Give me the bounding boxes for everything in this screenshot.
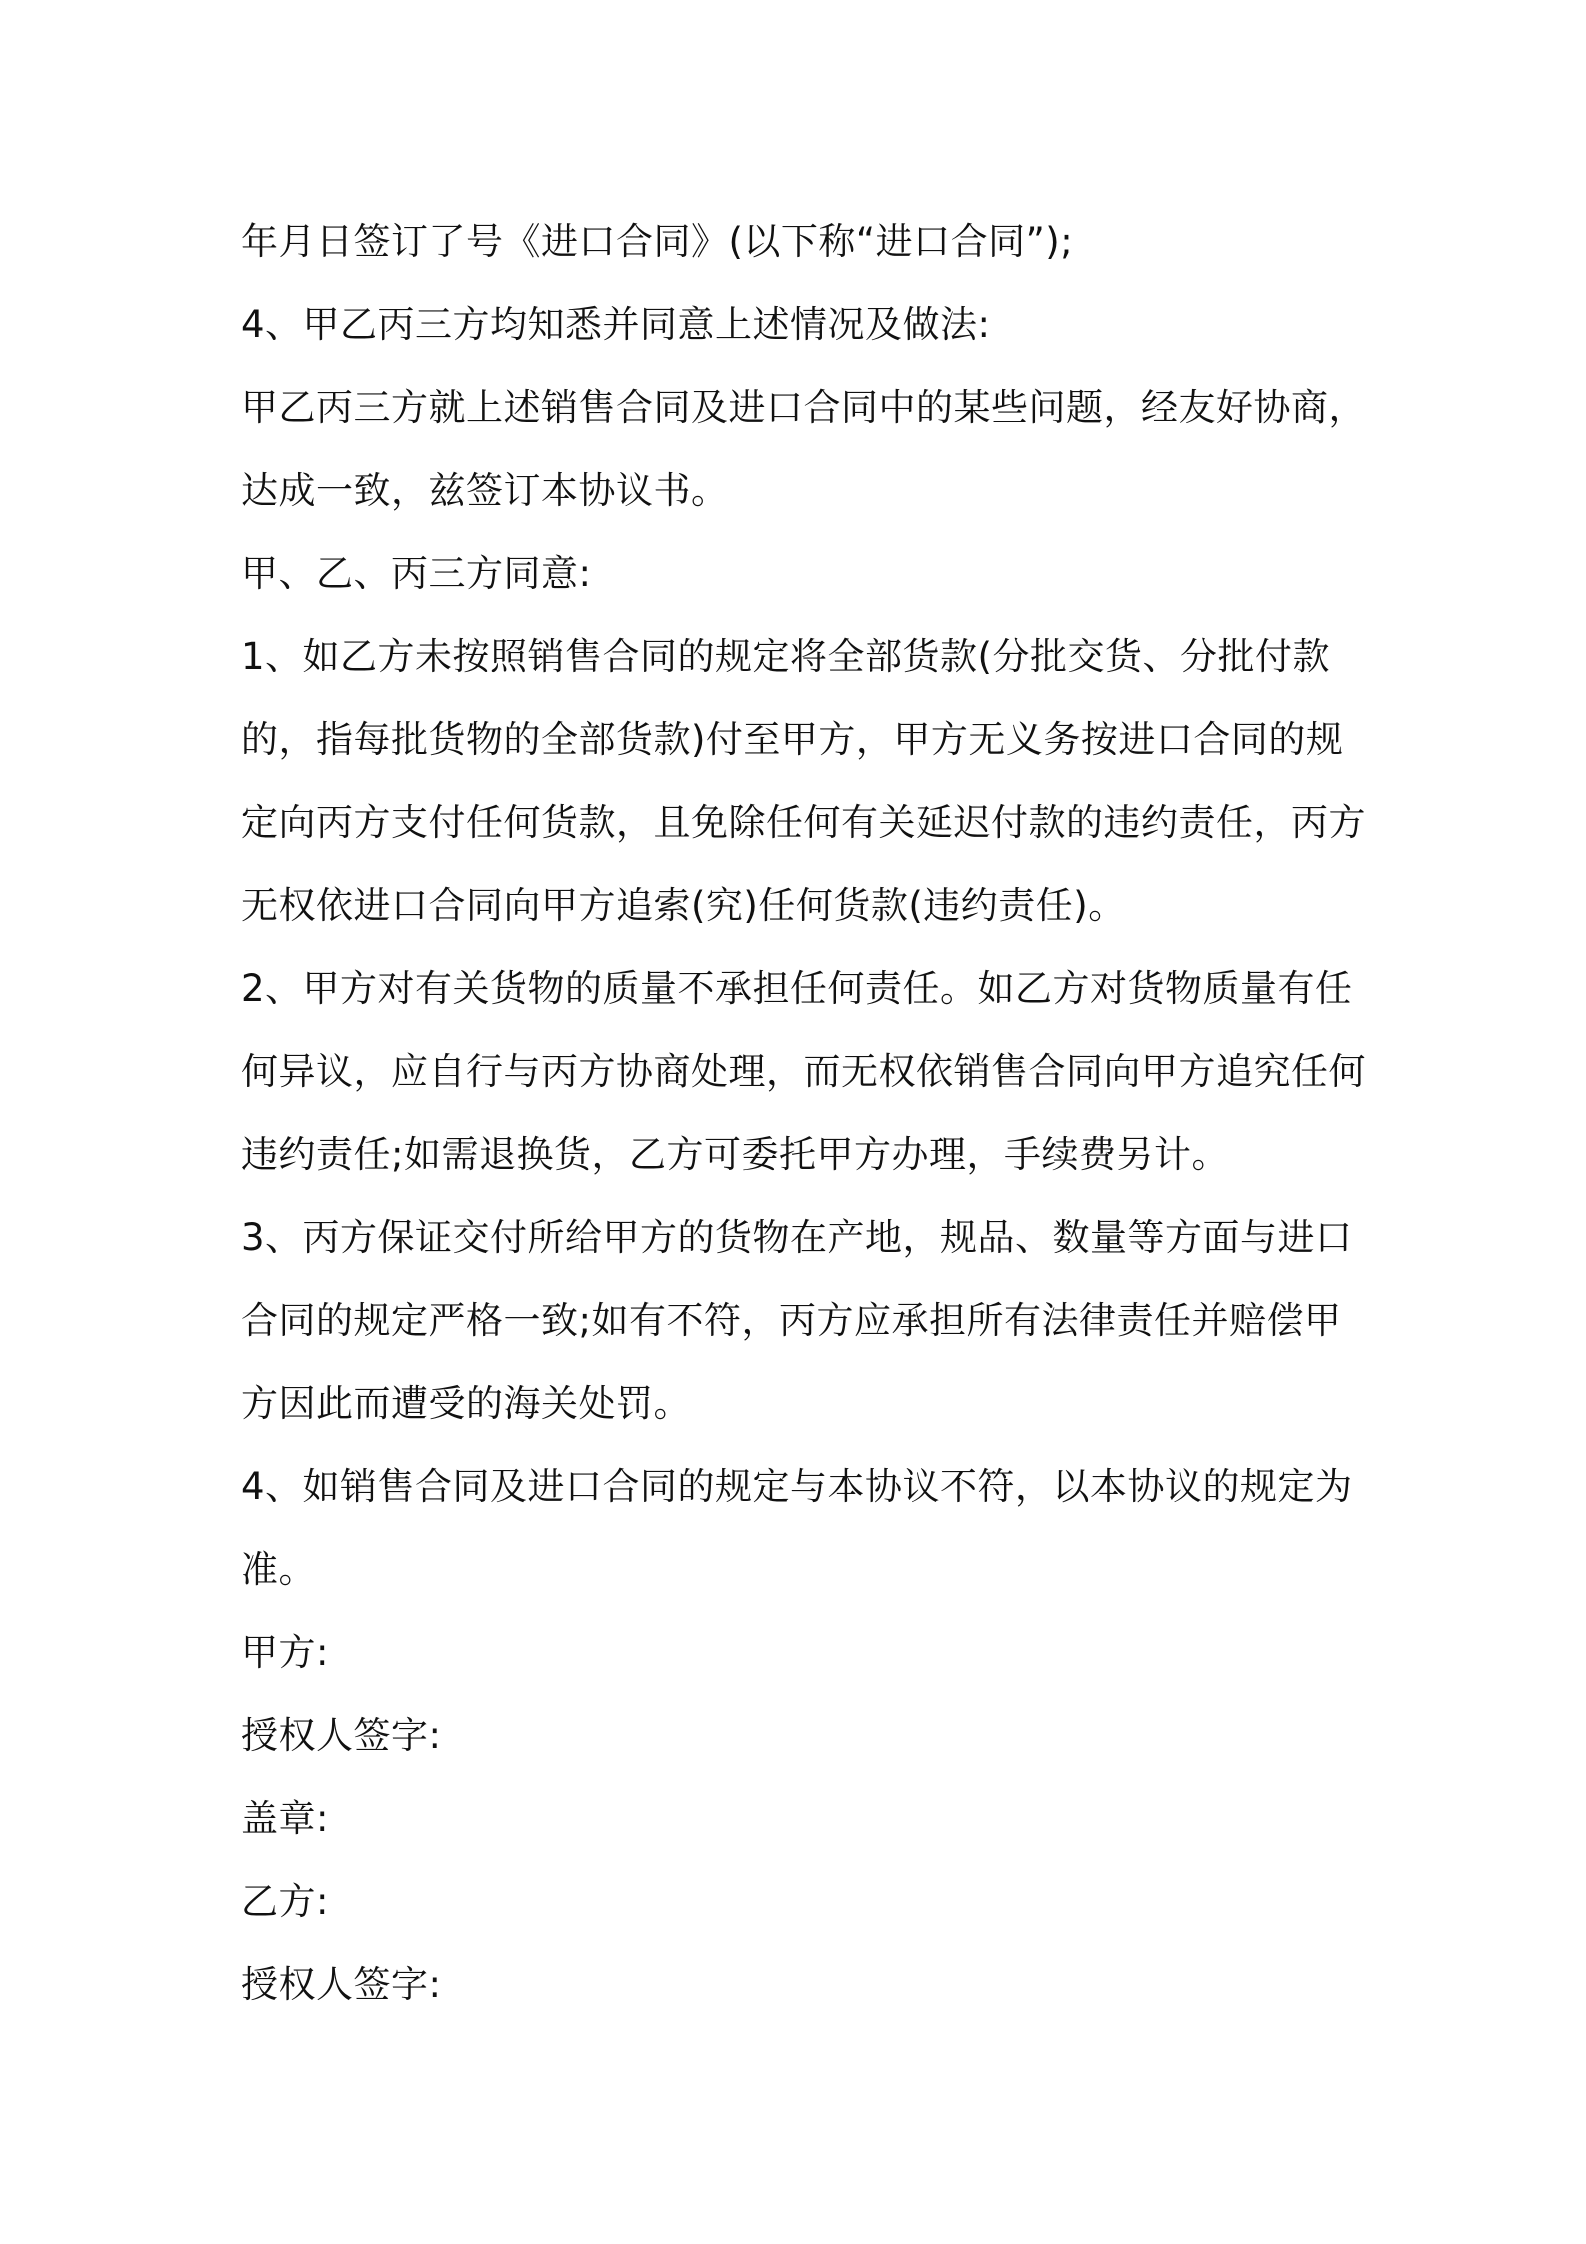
clause-1-line: 定向丙方支付任何货款，且免除任何有关延迟付款的违约责任，丙方 — [241, 801, 1366, 844]
seal-label: 盖章: — [241, 1797, 329, 1840]
clause-4-line: 准。 — [241, 1548, 316, 1591]
paragraph-line: 甲乙丙三方就上述销售合同及进口合同中的某些问题，经友好协商， — [241, 386, 1366, 429]
text-line-intro: 年月日签订了号《进口合同》(以下称“进口合同”); — [241, 220, 1074, 263]
document-body — [241, 200, 1366, 2026]
agreement-heading: 甲、乙、丙三方同意: — [241, 552, 592, 595]
clause-1-line: 的，指每批货物的全部货款)付至甲方，甲方无义务按进口合同的规 — [241, 718, 1344, 761]
clause-1-line: 无权依进口合同向甲方追索(究)任何货款(违约责任)。 — [241, 884, 1126, 927]
clause-1-line: 1、如乙方未按照销售合同的规定将全部货款(分批交货、分批付款 — [241, 635, 1330, 678]
party-a-label: 甲方: — [241, 1631, 329, 1674]
clause-2-line: 2、甲方对有关货物的质量不承担任何责任。如乙方对货物质量有任 — [241, 967, 1353, 1010]
clause-4-line: 4、如销售合同及进口合同的规定与本协议不符，以本协议的规定为 — [241, 1465, 1353, 1508]
clause-2-line: 何异议，应自行与丙方协商处理，而无权依销售合同向甲方追究任何 — [241, 1050, 1366, 1093]
clause-3-line: 合同的规定严格一致;如有不符，丙方应承担所有法律责任并赔偿甲 — [241, 1299, 1342, 1342]
clause-2-line: 违约责任;如需退换货，乙方可委托甲方办理，手续费另计。 — [241, 1133, 1229, 1176]
signature-label: 授权人签字: — [241, 1714, 442, 1757]
clause-4-heading: 4、甲乙丙三方均知悉并同意上述情况及做法: — [241, 303, 991, 346]
clause-3-line: 方因此而遭受的海关处罚。 — [241, 1382, 691, 1425]
signature-label: 授权人签字: — [241, 1963, 442, 2006]
clause-3-line: 3、丙方保证交付所给甲方的货物在产地，规品、数量等方面与进口 — [241, 1216, 1353, 1259]
party-b-label: 乙方: — [241, 1880, 329, 1923]
paragraph-line: 达成一致，兹签订本协议书。 — [241, 469, 729, 512]
